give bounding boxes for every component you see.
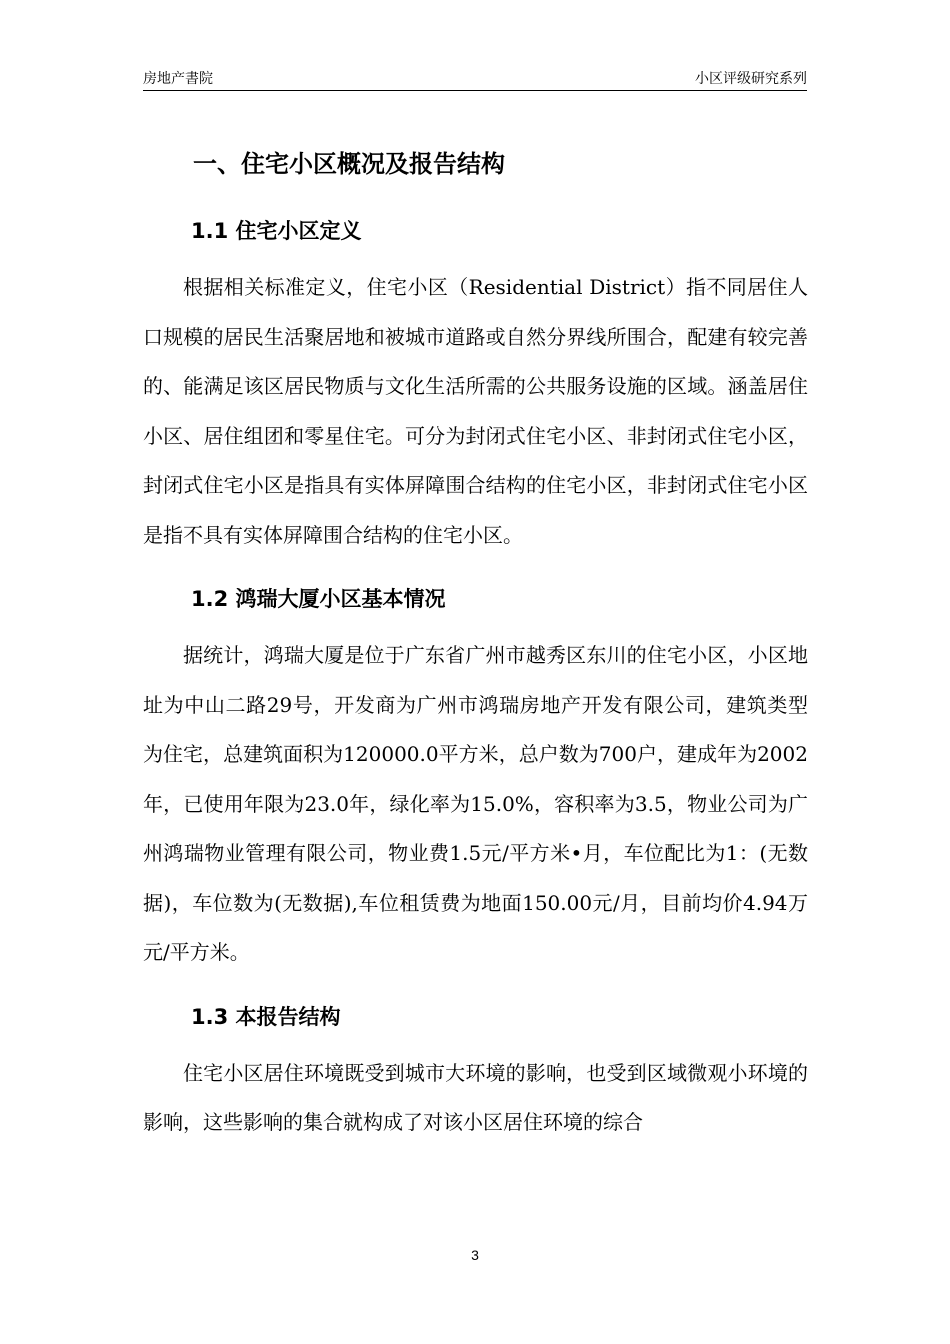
header-series: 小区评级研究系列: [695, 71, 807, 87]
header-publisher: 房地产書院: [143, 71, 213, 87]
section-paragraph-1-3: 住宅小区居住环境既受到城市大环境的影响，也受到区域微观小环境的影响，这些影响的集合就构成了对该小区居住环境的综合: [143, 1060, 808, 1134]
section-paragraph-1-1: 根据相关标准定义，住宅小区（Residential District）指不同居住人口规模的居民生活聚居地和被城市道路或自然分界线所围合，配建有较完善的、能满足该区居民物质与文化生活所需的公共服务设施的区域。涵盖居住小区、居住组团和零星住宅。可分为封闭式住宅小区、非封闭式住宅小区，封闭式住宅小区是指具有实体屏障围合结构的住宅小区，非封闭式住宅小区是指不具有实体屏障围合结构的住宅小区。: [143, 275, 808, 547]
page-header: [143, 64, 807, 91]
section-heading-1-1: 1.1 住宅小区定义: [191, 219, 362, 243]
section-paragraph-1-2: 据统计，鸿瑞大厦是位于广东省广州市越秀区东川的住宅小区，小区地址为中山二路29号，开发商为广州市鸿瑞房地产开发有限公司，建筑类型为住宅，总建筑面积为120000.0平方米，总户数为700户，建成年为2002年，已使用年限为23.0年，绿化率为15.0%，容积率为3.5，物业公司为广州鸿瑞物业管理有限公司，物业费1.5元/平方米•月，车位配比为1：(无数据)，车位数为(无数据),车位租赁费为地面150.00元/月，目前均价4.94万元/平方米。: [143, 643, 808, 964]
page-content: [143, 140, 808, 1148]
page-number: 3: [471, 1247, 479, 1263]
section-heading-1-2: 1.2 鸿瑞大厦小区基本情况: [191, 587, 446, 611]
chapter-title: 一、住宅小区概况及报告结构: [193, 150, 505, 178]
section-heading-1-3: 1.3 本报告结构: [191, 1004, 341, 1029]
